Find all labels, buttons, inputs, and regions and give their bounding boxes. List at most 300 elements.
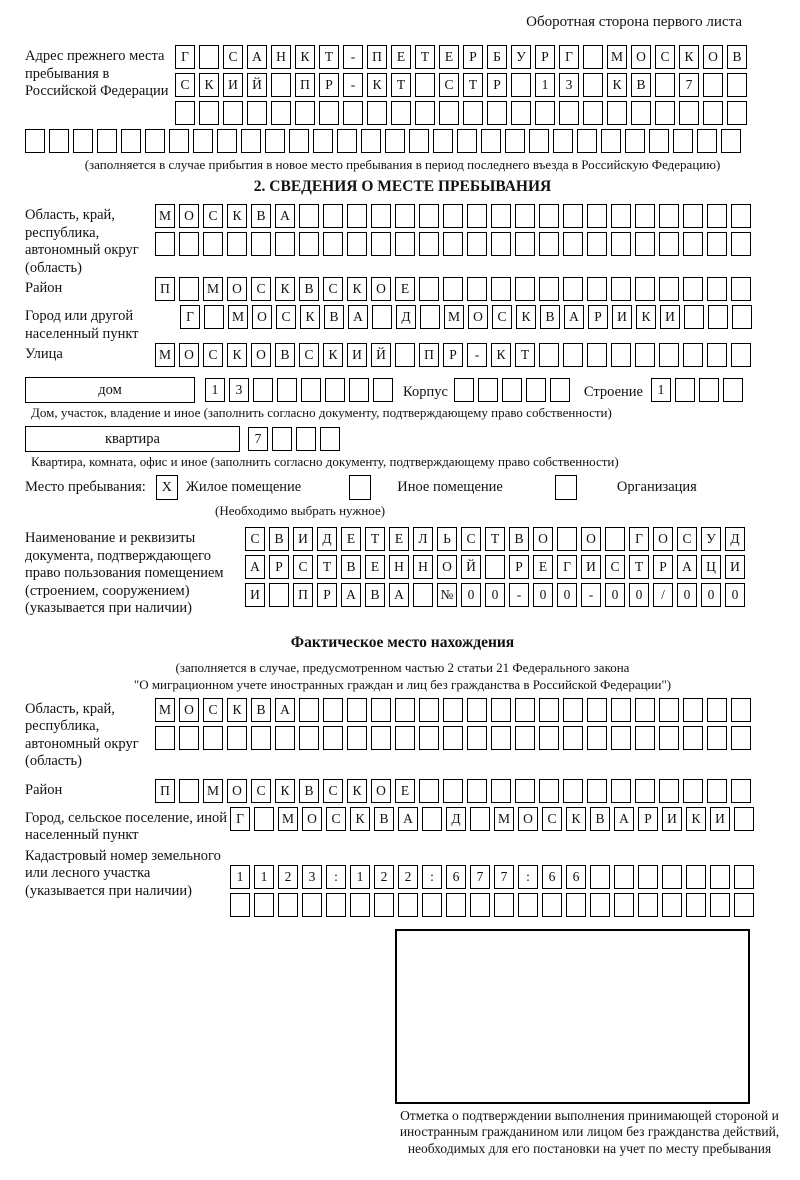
form-cell[interactable]: С xyxy=(175,73,195,97)
form-cell[interactable] xyxy=(371,726,391,750)
form-cell[interactable] xyxy=(227,726,247,750)
form-cell[interactable]: : xyxy=(422,865,442,889)
form-cell[interactable]: О xyxy=(468,305,488,329)
form-cell[interactable] xyxy=(446,893,466,917)
form-cell[interactable] xyxy=(347,726,367,750)
form-cell[interactable]: Е xyxy=(389,527,409,551)
form-cell[interactable] xyxy=(539,698,559,722)
form-cell[interactable]: Е xyxy=(341,527,361,551)
apartment-type-box[interactable]: квартира xyxy=(25,426,240,452)
form-cell[interactable]: К xyxy=(367,73,387,97)
form-cell[interactable]: Р xyxy=(269,555,289,579)
form-cell[interactable]: 1 xyxy=(230,865,250,889)
form-cell[interactable]: 0 xyxy=(725,583,745,607)
form-cell[interactable]: М xyxy=(607,45,627,69)
form-cell[interactable]: С xyxy=(492,305,512,329)
form-cell[interactable] xyxy=(684,305,704,329)
form-cell[interactable] xyxy=(683,232,703,256)
form-cell[interactable] xyxy=(319,101,339,125)
form-cell[interactable] xyxy=(470,807,490,831)
form-cell[interactable]: Т xyxy=(415,45,435,69)
form-cell[interactable] xyxy=(121,129,141,153)
form-cell[interactable] xyxy=(686,865,706,889)
form-cell[interactable]: С xyxy=(655,45,675,69)
form-cell[interactable] xyxy=(269,583,289,607)
form-cell[interactable] xyxy=(179,232,199,256)
form-cell[interactable] xyxy=(625,129,645,153)
form-cell[interactable] xyxy=(611,277,631,301)
form-cell[interactable]: Т xyxy=(463,73,483,97)
form-cell[interactable]: Е xyxy=(365,555,385,579)
form-cell[interactable] xyxy=(731,726,751,750)
form-cell[interactable] xyxy=(611,204,631,228)
form-cell[interactable]: С xyxy=(276,305,296,329)
form-cell[interactable] xyxy=(662,893,682,917)
form-cell[interactable] xyxy=(614,893,634,917)
form-cell[interactable]: С xyxy=(677,527,697,551)
form-cell[interactable] xyxy=(372,305,392,329)
form-cell[interactable] xyxy=(721,129,741,153)
form-cell[interactable]: В xyxy=(631,73,651,97)
form-cell[interactable] xyxy=(518,893,538,917)
form-cell[interactable] xyxy=(587,343,607,367)
form-cell[interactable] xyxy=(481,129,501,153)
form-cell[interactable]: Ц xyxy=(701,555,721,579)
form-cell[interactable] xyxy=(710,893,730,917)
form-cell[interactable]: С xyxy=(323,277,343,301)
form-cell[interactable] xyxy=(251,726,271,750)
form-cell[interactable]: О xyxy=(581,527,601,551)
form-cell[interactable]: В xyxy=(341,555,361,579)
form-cell[interactable] xyxy=(679,101,699,125)
form-cell[interactable] xyxy=(731,204,751,228)
form-cell[interactable] xyxy=(371,698,391,722)
form-cell[interactable] xyxy=(409,129,429,153)
form-cell[interactable] xyxy=(631,101,651,125)
form-cell[interactable]: - xyxy=(509,583,529,607)
form-cell[interactable] xyxy=(723,378,743,402)
form-cell[interactable] xyxy=(199,101,219,125)
form-cell[interactable] xyxy=(347,232,367,256)
form-cell[interactable]: Е xyxy=(439,45,459,69)
form-cell[interactable] xyxy=(505,129,525,153)
form-cell[interactable] xyxy=(566,893,586,917)
form-cell[interactable]: С xyxy=(245,527,265,551)
form-cell[interactable] xyxy=(278,893,298,917)
form-cell[interactable]: И xyxy=(347,343,367,367)
form-cell[interactable] xyxy=(395,204,415,228)
form-cell[interactable] xyxy=(697,129,717,153)
form-cell[interactable] xyxy=(223,101,243,125)
form-cell[interactable] xyxy=(542,893,562,917)
form-cell[interactable]: А xyxy=(398,807,418,831)
form-cell[interactable]: 1 xyxy=(254,865,274,889)
form-cell[interactable] xyxy=(611,779,631,803)
form-cell[interactable] xyxy=(727,101,747,125)
form-cell[interactable]: 0 xyxy=(701,583,721,607)
form-cell[interactable]: - xyxy=(581,583,601,607)
form-cell[interactable]: В xyxy=(727,45,747,69)
form-cell[interactable]: О xyxy=(518,807,538,831)
form-cell[interactable] xyxy=(515,698,535,722)
form-cell[interactable] xyxy=(703,73,723,97)
form-cell[interactable]: / xyxy=(653,583,673,607)
form-cell[interactable] xyxy=(708,305,728,329)
form-cell[interactable]: С xyxy=(326,807,346,831)
form-cell[interactable]: - xyxy=(467,343,487,367)
form-cell[interactable]: 6 xyxy=(566,865,586,889)
form-cell[interactable] xyxy=(491,726,511,750)
form-cell[interactable] xyxy=(419,232,439,256)
form-cell[interactable] xyxy=(433,129,453,153)
form-cell[interactable]: А xyxy=(247,45,267,69)
form-cell[interactable] xyxy=(563,698,583,722)
form-cell[interactable]: М xyxy=(444,305,464,329)
form-cell[interactable] xyxy=(422,807,442,831)
form-cell[interactable]: И xyxy=(293,527,313,551)
form-cell[interactable]: 0 xyxy=(605,583,625,607)
form-cell[interactable]: А xyxy=(389,583,409,607)
form-cell[interactable]: Л xyxy=(413,527,433,551)
form-cell[interactable] xyxy=(659,204,679,228)
form-cell[interactable]: Й xyxy=(461,555,481,579)
form-cell[interactable] xyxy=(343,101,363,125)
form-cell[interactable]: С xyxy=(299,343,319,367)
form-cell[interactable] xyxy=(155,726,175,750)
form-cell[interactable] xyxy=(655,101,675,125)
form-cell[interactable] xyxy=(478,378,498,402)
form-cell[interactable] xyxy=(539,204,559,228)
form-cell[interactable] xyxy=(217,129,237,153)
form-cell[interactable] xyxy=(539,779,559,803)
form-cell[interactable] xyxy=(673,129,693,153)
form-cell[interactable] xyxy=(731,232,751,256)
form-cell[interactable]: К xyxy=(227,698,247,722)
form-cell[interactable] xyxy=(395,343,415,367)
form-cell[interactable]: К xyxy=(350,807,370,831)
form-cell[interactable] xyxy=(398,893,418,917)
form-cell[interactable] xyxy=(559,101,579,125)
form-cell[interactable] xyxy=(590,865,610,889)
form-cell[interactable] xyxy=(703,101,723,125)
form-cell[interactable] xyxy=(491,232,511,256)
form-cell[interactable] xyxy=(395,698,415,722)
form-cell[interactable]: М xyxy=(494,807,514,831)
form-cell[interactable]: К xyxy=(566,807,586,831)
form-cell[interactable]: В xyxy=(324,305,344,329)
form-cell[interactable]: Д xyxy=(446,807,466,831)
form-cell[interactable]: 3 xyxy=(559,73,579,97)
form-cell[interactable] xyxy=(443,232,463,256)
form-cell[interactable]: 7 xyxy=(470,865,490,889)
form-cell[interactable]: 0 xyxy=(629,583,649,607)
form-cell[interactable] xyxy=(299,698,319,722)
form-cell[interactable] xyxy=(526,378,546,402)
form-cell[interactable]: И xyxy=(245,583,265,607)
form-cell[interactable]: С xyxy=(223,45,243,69)
form-cell[interactable] xyxy=(563,726,583,750)
form-cell[interactable] xyxy=(611,698,631,722)
form-cell[interactable]: Й xyxy=(247,73,267,97)
form-cell[interactable] xyxy=(635,726,655,750)
form-cell[interactable]: С xyxy=(251,277,271,301)
form-cell[interactable]: 1 xyxy=(350,865,370,889)
form-cell[interactable]: П xyxy=(295,73,315,97)
form-cell[interactable]: Н xyxy=(413,555,433,579)
form-cell[interactable] xyxy=(97,129,117,153)
form-cell[interactable] xyxy=(587,232,607,256)
form-cell[interactable]: Г xyxy=(175,45,195,69)
form-cell[interactable]: К xyxy=(347,779,367,803)
form-cell[interactable]: У xyxy=(511,45,531,69)
form-cell[interactable] xyxy=(734,865,754,889)
form-cell[interactable] xyxy=(395,232,415,256)
form-cell[interactable] xyxy=(707,698,727,722)
form-cell[interactable]: А xyxy=(275,204,295,228)
form-cell[interactable] xyxy=(611,343,631,367)
form-cell[interactable] xyxy=(635,343,655,367)
form-cell[interactable] xyxy=(337,129,357,153)
form-cell[interactable]: 7 xyxy=(679,73,699,97)
form-cell[interactable]: А xyxy=(245,555,265,579)
form-cell[interactable] xyxy=(241,129,261,153)
form-cell[interactable] xyxy=(707,726,727,750)
form-cell[interactable]: И xyxy=(725,555,745,579)
form-cell[interactable]: И xyxy=(223,73,243,97)
form-cell[interactable] xyxy=(254,893,274,917)
form-cell[interactable]: М xyxy=(155,698,175,722)
form-cell[interactable] xyxy=(251,232,271,256)
stay-type-residential-checkbox[interactable]: X xyxy=(156,475,178,500)
form-cell[interactable] xyxy=(683,204,703,228)
form-cell[interactable]: : xyxy=(518,865,538,889)
form-cell[interactable] xyxy=(563,779,583,803)
form-cell[interactable]: И xyxy=(581,555,601,579)
form-cell[interactable] xyxy=(247,101,267,125)
form-cell[interactable]: Р xyxy=(588,305,608,329)
form-cell[interactable] xyxy=(289,129,309,153)
form-cell[interactable] xyxy=(371,232,391,256)
form-cell[interactable] xyxy=(227,232,247,256)
form-cell[interactable] xyxy=(179,726,199,750)
form-cell[interactable] xyxy=(295,101,315,125)
form-cell[interactable]: С xyxy=(439,73,459,97)
form-cell[interactable]: 6 xyxy=(446,865,466,889)
form-cell[interactable] xyxy=(659,726,679,750)
form-cell[interactable]: - xyxy=(343,73,363,97)
form-cell[interactable]: С xyxy=(323,779,343,803)
form-cell[interactable] xyxy=(583,45,603,69)
form-cell[interactable]: А xyxy=(341,583,361,607)
form-cell[interactable] xyxy=(485,555,505,579)
form-cell[interactable] xyxy=(204,305,224,329)
form-cell[interactable]: : xyxy=(326,865,346,889)
form-cell[interactable] xyxy=(349,378,369,402)
form-cell[interactable]: И xyxy=(662,807,682,831)
form-cell[interactable]: К xyxy=(227,343,247,367)
form-cell[interactable]: 1 xyxy=(205,378,225,402)
form-cell[interactable] xyxy=(320,427,340,451)
form-cell[interactable] xyxy=(275,726,295,750)
form-cell[interactable] xyxy=(587,698,607,722)
form-cell[interactable] xyxy=(727,73,747,97)
form-cell[interactable] xyxy=(683,277,703,301)
form-cell[interactable] xyxy=(487,101,507,125)
form-cell[interactable] xyxy=(635,779,655,803)
form-cell[interactable] xyxy=(467,204,487,228)
form-cell[interactable]: Г xyxy=(559,45,579,69)
form-cell[interactable] xyxy=(367,101,387,125)
form-cell[interactable]: Т xyxy=(317,555,337,579)
form-cell[interactable] xyxy=(443,726,463,750)
form-cell[interactable]: П xyxy=(155,277,175,301)
form-cell[interactable] xyxy=(539,343,559,367)
form-cell[interactable] xyxy=(179,277,199,301)
form-cell[interactable] xyxy=(272,427,292,451)
form-cell[interactable] xyxy=(419,726,439,750)
form-cell[interactable]: О xyxy=(251,343,271,367)
form-cell[interactable] xyxy=(467,232,487,256)
form-cell[interactable]: О xyxy=(703,45,723,69)
form-cell[interactable]: К xyxy=(636,305,656,329)
form-cell[interactable]: М xyxy=(155,343,175,367)
form-cell[interactable] xyxy=(707,204,727,228)
form-cell[interactable]: П xyxy=(293,583,313,607)
form-cell[interactable]: Р xyxy=(487,73,507,97)
form-cell[interactable]: О xyxy=(371,779,391,803)
form-cell[interactable] xyxy=(635,232,655,256)
form-cell[interactable]: К xyxy=(347,277,367,301)
form-cell[interactable]: 0 xyxy=(677,583,697,607)
form-cell[interactable] xyxy=(413,583,433,607)
form-cell[interactable] xyxy=(254,807,274,831)
form-cell[interactable]: К xyxy=(491,343,511,367)
form-cell[interactable] xyxy=(659,343,679,367)
form-cell[interactable] xyxy=(325,378,345,402)
form-cell[interactable]: Т xyxy=(485,527,505,551)
form-cell[interactable] xyxy=(193,129,213,153)
form-cell[interactable]: - xyxy=(343,45,363,69)
stay-type-organization-checkbox[interactable] xyxy=(555,475,577,500)
form-cell[interactable]: С xyxy=(461,527,481,551)
form-cell[interactable]: П xyxy=(367,45,387,69)
form-cell[interactable] xyxy=(491,277,511,301)
form-cell[interactable] xyxy=(271,101,291,125)
form-cell[interactable]: 3 xyxy=(302,865,322,889)
form-cell[interactable]: О xyxy=(437,555,457,579)
form-cell[interactable] xyxy=(515,204,535,228)
form-cell[interactable] xyxy=(539,277,559,301)
form-cell[interactable] xyxy=(539,232,559,256)
form-cell[interactable] xyxy=(683,698,703,722)
form-cell[interactable]: С xyxy=(542,807,562,831)
form-cell[interactable] xyxy=(550,378,570,402)
form-cell[interactable] xyxy=(587,779,607,803)
form-cell[interactable] xyxy=(313,129,333,153)
form-cell[interactable] xyxy=(659,779,679,803)
form-cell[interactable]: И xyxy=(612,305,632,329)
form-cell[interactable] xyxy=(373,378,393,402)
form-cell[interactable]: О xyxy=(252,305,272,329)
form-cell[interactable] xyxy=(491,698,511,722)
form-cell[interactable] xyxy=(395,726,415,750)
form-cell[interactable] xyxy=(326,893,346,917)
form-cell[interactable] xyxy=(611,726,631,750)
form-cell[interactable]: И xyxy=(710,807,730,831)
form-cell[interactable]: Т xyxy=(515,343,535,367)
form-cell[interactable] xyxy=(299,204,319,228)
form-cell[interactable]: О xyxy=(533,527,553,551)
form-cell[interactable] xyxy=(391,101,411,125)
form-cell[interactable]: К xyxy=(607,73,627,97)
form-cell[interactable]: Т xyxy=(391,73,411,97)
form-cell[interactable]: К xyxy=(227,204,247,228)
form-cell[interactable]: М xyxy=(278,807,298,831)
form-cell[interactable] xyxy=(350,893,370,917)
form-cell[interactable]: 0 xyxy=(461,583,481,607)
form-cell[interactable] xyxy=(601,129,621,153)
form-cell[interactable] xyxy=(587,204,607,228)
form-cell[interactable]: Т xyxy=(365,527,385,551)
form-cell[interactable]: К xyxy=(300,305,320,329)
form-cell[interactable] xyxy=(732,305,752,329)
form-cell[interactable]: А xyxy=(275,698,295,722)
form-cell[interactable] xyxy=(301,378,321,402)
form-cell[interactable]: В xyxy=(590,807,610,831)
form-cell[interactable]: М xyxy=(203,277,223,301)
form-cell[interactable] xyxy=(419,779,439,803)
form-cell[interactable] xyxy=(470,893,490,917)
form-cell[interactable]: К xyxy=(199,73,219,97)
form-cell[interactable] xyxy=(467,698,487,722)
form-cell[interactable] xyxy=(683,343,703,367)
form-cell[interactable] xyxy=(494,893,514,917)
form-cell[interactable]: У xyxy=(701,527,721,551)
form-cell[interactable] xyxy=(590,893,610,917)
form-cell[interactable] xyxy=(707,343,727,367)
form-cell[interactable] xyxy=(420,305,440,329)
form-cell[interactable]: Е xyxy=(533,555,553,579)
form-cell[interactable]: О xyxy=(653,527,673,551)
form-cell[interactable]: О xyxy=(227,277,247,301)
form-cell[interactable] xyxy=(323,204,343,228)
form-cell[interactable]: О xyxy=(179,204,199,228)
form-cell[interactable]: Г xyxy=(180,305,200,329)
form-cell[interactable] xyxy=(614,865,634,889)
form-cell[interactable] xyxy=(707,779,727,803)
form-cell[interactable] xyxy=(734,807,754,831)
form-cell[interactable]: 2 xyxy=(374,865,394,889)
form-cell[interactable] xyxy=(699,378,719,402)
form-cell[interactable] xyxy=(659,277,679,301)
form-cell[interactable]: С xyxy=(605,555,625,579)
form-cell[interactable] xyxy=(374,893,394,917)
form-cell[interactable] xyxy=(611,232,631,256)
form-cell[interactable]: 3 xyxy=(229,378,249,402)
form-cell[interactable] xyxy=(467,726,487,750)
form-cell[interactable]: С xyxy=(203,698,223,722)
form-cell[interactable] xyxy=(563,232,583,256)
form-cell[interactable] xyxy=(515,726,535,750)
form-cell[interactable] xyxy=(179,779,199,803)
form-cell[interactable] xyxy=(734,893,754,917)
form-cell[interactable] xyxy=(683,779,703,803)
form-cell[interactable] xyxy=(422,893,442,917)
form-cell[interactable] xyxy=(659,698,679,722)
stay-type-other-checkbox[interactable] xyxy=(349,475,371,500)
form-cell[interactable]: Ь xyxy=(437,527,457,551)
form-cell[interactable]: Р xyxy=(638,807,658,831)
